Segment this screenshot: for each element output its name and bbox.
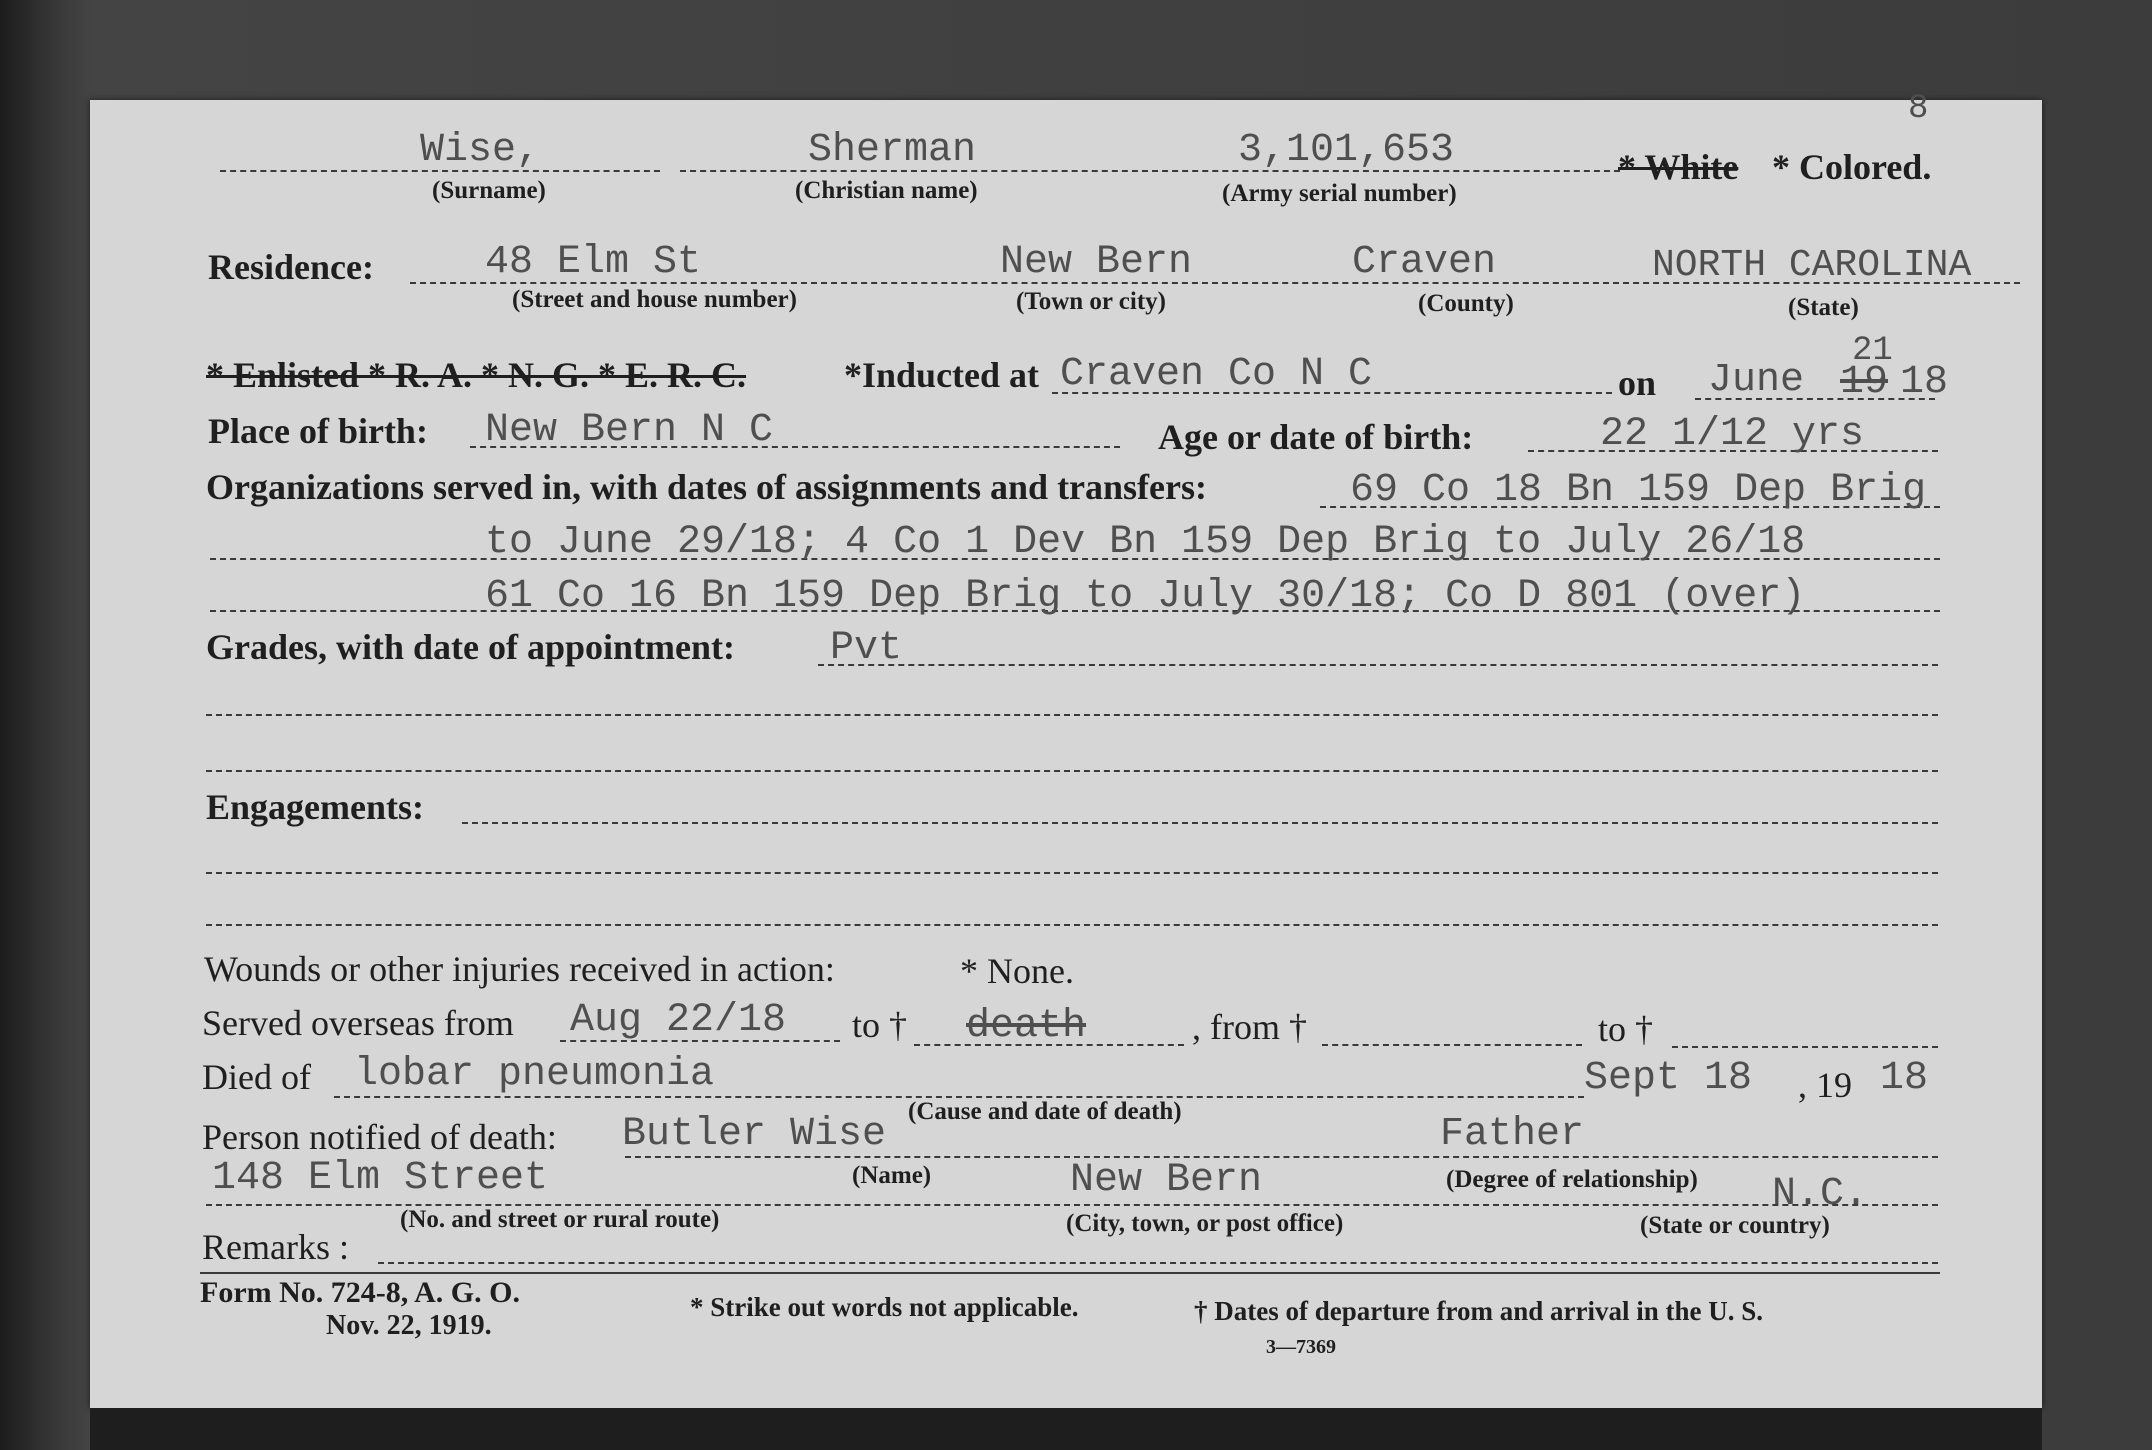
town-caption: (Town or city) [1016,288,1166,315]
grades-line-1 [818,664,1938,666]
enlistment-options: * Enlisted * R. A. * N. G. * E. R. C. [206,355,747,395]
person-notified-city: New Bern [1070,1158,1263,1203]
grades-line-2 [206,714,1938,716]
surname-caption: (Surname) [432,177,546,204]
cause-of-death: lobar pneumonia [354,1052,715,1097]
name-caption: (Name) [852,1162,932,1189]
organizations-value-3: 61 Co 16 Bn 159 Dep Brig to July 30/18; Co D 801 (over) [485,574,1806,619]
death-caption: (Cause and date of death) [908,1098,1182,1125]
serial-number-value: 3,101,653 [1238,128,1455,173]
residence-street: 48 Elm St [485,240,702,285]
print-code: 3—7369 [1266,1336,1336,1358]
date-of-death: Sept 18 [1584,1056,1753,1101]
state-caption: (State) [1788,294,1859,321]
place-of-birth-label: Place of birth: [208,411,428,451]
city-caption: (City, town, or post office) [1066,1210,1344,1237]
engagements-label: Engagements: [206,787,424,827]
overseas-to-label: to † [852,1005,908,1045]
white-option: * White [1618,147,1739,187]
strike-out-note: * Strike out words not applicable. [690,1292,1079,1322]
served-overseas-label: Served overseas from [202,1003,514,1043]
wounds-value: * None. [960,951,1074,991]
engagements-line-1 [462,822,1938,824]
person-notified-state: N.C. [1772,1172,1869,1217]
surname-value: Wise, [420,128,541,173]
footer-rule [200,1272,1940,1274]
residence-state: NORTH CAROLINA [1652,244,1972,287]
county-caption: (County) [1418,290,1514,317]
age-label: Age or date of birth: [1158,417,1474,457]
colored-option: * Colored. [1772,147,1932,187]
overseas-to-value: death [966,1004,1087,1049]
christian-name-caption: (Christian name) [795,177,978,204]
dates-note: † Dates of departure from and arrival in the U. S. [1194,1296,1763,1326]
grades-value: Pvt [830,626,903,671]
remarks-line [378,1262,1938,1264]
state-country-caption: (State or country) [1640,1212,1830,1239]
person-notified-relationship: Father [1440,1112,1585,1157]
organizations-value-2: to June 29/18; 4 Co 1 Dev Bn 159 Dep Brig to July 26/18 [485,520,1806,565]
person-notified-label: Person notified of death: [202,1117,557,1157]
grades-line-3 [206,770,1938,772]
inducted-date-month: June [1708,358,1805,403]
overseas-from2-label: , from † [1192,1007,1307,1047]
street-caption: (Street and house number) [512,286,797,313]
serial-number-caption: (Army serial number) [1222,180,1457,207]
remarks-label: Remarks : [202,1227,349,1267]
engagements-line-2 [206,872,1938,874]
corner-mark: 8 [1908,90,1929,128]
died-of-label: Died of [202,1057,311,1097]
card-shadow [90,1408,2042,1450]
overseas-to2-label: to † [1598,1009,1654,1049]
form-date: Nov. 22, 1919. [326,1310,492,1341]
death-year: 18 [1880,1056,1929,1101]
overseas-from2-line [1322,1044,1582,1046]
organizations-value-1: 69 Co 18 Bn 159 Dep Brig [1350,468,1927,513]
grades-label: Grades, with date of appointment: [206,627,735,667]
age-value: 22 1/12 yrs [1600,412,1865,457]
place-of-birth-value: New Bern N C [485,408,774,453]
residence-label: Residence: [208,247,374,287]
street-route-caption: (No. and street or rural route) [400,1206,720,1233]
inducted-date-year: 18 [1900,360,1949,405]
inducted-on-label: on [1618,363,1657,403]
residence-town: New Bern [1000,240,1193,285]
engagements-line-3 [206,924,1938,926]
overseas-from-date: Aug 22/18 [570,998,787,1043]
overseas-to2-line [1672,1046,1938,1048]
inducted-at-label: *Inducted at [844,355,1040,395]
residence-county: Craven [1352,240,1497,285]
inducted-date-struck: 19 [1840,360,1889,405]
christian-name-value: Sherman [808,128,977,173]
relationship-caption: (Degree of relationship) [1446,1166,1698,1193]
wounds-label: Wounds or other injuries received in action: [204,949,835,989]
inducted-place: Craven Co N C [1060,352,1373,397]
form-number: Form No. 724-8, A. G. O. [200,1276,520,1309]
person-notified-street: 148 Elm Street [212,1156,549,1201]
death-year-prefix: , 19 [1798,1065,1852,1105]
inducted-date-day: 21 [1852,332,1893,370]
person-notified-name: Butler Wise [622,1112,887,1157]
organizations-label: Organizations served in, with dates of assignments and transfers: [206,467,1208,507]
